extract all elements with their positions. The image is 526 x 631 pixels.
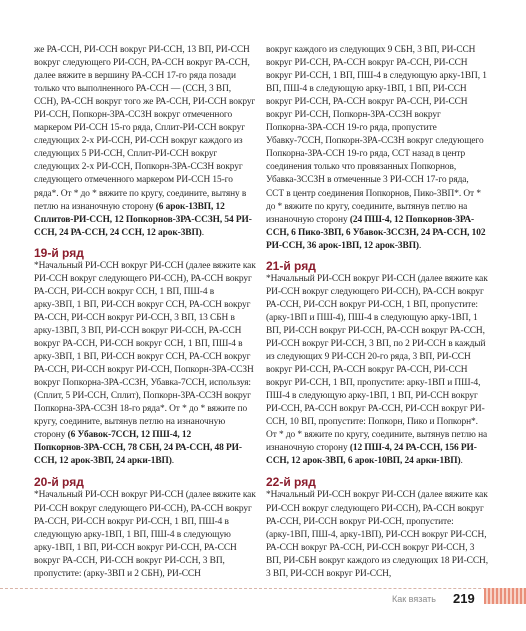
stitch-count-summary: (12 ПШ-4, 24 РА-ССН, 156 РИ-ССН, 12 арок-3ВП, 6 арок-10ВП, 24 арки-1ВП) <box>266 443 477 467</box>
paragraph <box>34 260 256 469</box>
right-column <box>266 44 488 581</box>
paragraph-tail: . <box>460 456 463 467</box>
paragraph <box>266 489 488 580</box>
row-heading-20: 20-й ряд <box>34 475 84 490</box>
paragraph-text: *Начальный РИ-ССН вокруг РИ-ССН (далее вяжите как РИ-ССН вокруг следующего РИ-ССН), РА-ССН вокруг РА-ССН, РИ-ССН вокруг ССН, 1 ВП, ПШ-4 в арку-3ВП, 1 ВП, РИ-ССН вокруг ССН, РА-ССН вокруг РА-ССН, РИ-ССН вокруг РИ-ССН, 3 ВП, 13 СБН в арку-13ВП, 3 ВП, РИ-ССН вокруг РИ-ССН, РА-ССН вокруг РА-ССН, РИ-ССН вокруг ССН, 1 ВП, ПШ-4 в арку-3ВП, 1 ВП, РИ-ССН вокруг ССН, РА-ССН вокруг РА-ССН, РИ-ССН вокруг РИ-ССН, Попкорн-3РА-ССЗН вокруг Попкорна-3РА-ССЗН, Убавка-7ССН, используя: (Сплит, 5 РИ-ССН, Сплит), Попкорн-3РА-ССЗН вокруг Попкорна-3РА-ССЗН 18-го ряда*. От * до * вяжите по кругу, соедините, вытянув петлю на изнаночную сторону <box>34 260 256 441</box>
paragraph-tail: . <box>201 227 204 238</box>
row-heading-21: 21-й ряд <box>266 258 316 273</box>
paragraph-text: *Начальный РИ-ССН вокруг РИ-ССН (далее вяжите как РИ-ССН вокруг следующего РИ-ССН), РА-ССН вокруг РА-ССН, РИ-ССН вокруг РИ-ССН, 1 ВП, пропустите: (арку-1ВП и ПШ-4), ПШ-4 в следующую арку-1ВП, 1 ВП, РИ-ССН вокруг РИ-ССН, РА-ССН вокруг РА-ССН, РИ-ССН вокруг РИ-ССН, 3 ВП, по 2 РИ-ССН в каждый из следующих 9 РИ-ССН 20-го ряда, 3 ВП, РИ-ССН вокруг РИ-ССН, РА-ССН вокруг РА-ССН, РИ-ССН вокруг РИ-ССН, 1 ВП, пропустите: арку-1ВП и ПШ-4, ПШ-4 в следующую арку-1ВП, 1 ВП, РИ-ССН вокруг РИ-ССН, РА-ССН вокруг РА-ССН, РИ-ССН вокруг РИ-ССН, 10 ВП, пропустите: Попкорн, Пико и Попкорн*. От * до * вяжите по кругу, соедините, вытянув петлю на изнаночную сторону <box>266 273 488 454</box>
paragraph-text: же РА-ССН, РИ-ССН вокруг РИ-ССН, 13 ВП, РИ-ССН вокруг следующего РИ-ССН, РА-ССН вокруг РА-ССН, далее вяжите в вершину РА-ССН 17-го ряда позади только что выполненного РА-ССН — (ССН, 3 ВП, ССН), РА-ССН вокруг того же РА-ССН, РИ-ССН вокруг РИ-ССН, Попкорн-3РА-ССЗН вокруг отмеченного маркером РИ-ССН 15-го ряда, Сплит-РИ-ССН вокруг следующих 2-х РИ-ССН, РИ-ССН вокруг каждого из следующих 5 РИ-ССН, Сплит-РИ-ССН вокруг следующих 2-х РИ-ССН, Попкорн-3РА-ССЗН вокруг следующего отмеченного маркером РИ-ССН 15-го ряда*. От * до * вяжите по кругу, соедините, вытяну в петлю на изнаночную сторону <box>34 45 256 212</box>
row-heading-19: 19-й ряд <box>34 245 84 260</box>
paragraph-text: *Начальный РИ-ССН вокруг РИ-ССН (далее вяжите как РИ-ССН вокруг следующего РИ-ССН), РА-ССН вокруг РА-ССН, РИ-ССН вокруг РИ-ССН, 1 ВП, ПШ-4 в следующую арку-1ВП, 1 ВП, ПШ-4 в следующую арку-1ВП, 1 ВП, РИ-ССН вокруг РИ-ССН, РА-ССН вокруг РА-ССН, РИ-ССН вокруг РИ-ССН, 3 ВП, пропустите: (арку-3ВП и 2 СБН), РИ-ССН <box>34 490 256 579</box>
stitch-count-summary: (6 Убавок-7ССН, 12 ПШ-4, 12 Попкорнов-3РА-ССН, 78 СБН, 24 РА-ССН, 48 РИ-ССН, 12 арок-3ВП, 24 арки-1ВП) <box>34 430 242 467</box>
paragraph <box>266 273 488 469</box>
stitch-count-summary: (24 ПШ-4, 12 Попкорнов-3РА-ССН, 6 Пико-3ВП, 6 Убавок-3ССЗН, 24 РА-ССН, 102 РИ-ССН, 36 арок-1ВП, 12 арок-3ВП) <box>266 214 486 251</box>
page-edge-tab <box>484 588 526 604</box>
paragraph <box>34 489 256 580</box>
paragraph-tail: . <box>418 240 422 251</box>
section-title: Как вязать <box>392 594 436 604</box>
paragraph-text: вокруг каждого из следующих 9 СБН, 3 ВП, РИ-ССН вокруг РИ-ССН, РА-ССН вокруг РА-ССН, РИ-ССН вокруг РИ-ССН, 1 ВП, ПШ-4 в следующую арку-1ВП, 1 ВП, ПШ-4 в следующую арку-1ВП, 1 ВП, РИ-ССН вокруг РИ-ССН, РА-ССН вокруг РА-ССН, РИ-ССН вокруг РИ-ССН, Попкорн-3РА-ССЗН вокруг Попкорна-3РА-ССН 19-го ряда, пропустите Убавку-7ССН, Попкорн-3РА-ССЗН вокруг следующего Попкорна-3РА-ССН 19-го ряда, ССТ назад в центр соединения только что провязанных Попкорнов, Убавка-3ССЗН в отмеченные 3 РИ-ССН 17-го ряда, ССТ в центр соединения Попкорнов, Пико-3ВП*. От * до * вяжите по кругу, соедините, вытянув петлю на изнаночную сторону <box>266 45 487 225</box>
paragraph-text: *Начальный РИ-ССН вокруг РИ-ССН (далее вяжите как РИ-ССН вокруг следующего РИ-ССН), РА-ССН вокруг РА-ССН, РИ-ССН вокруг РИ-ССН, пропустите: (арку-1ВП, ПШ-4, арку-1ВП), РИ-ССН вокруг РИ-ССН, РА-ССН вокруг РА-ССН, РИ-ССН вокруг РИ-ССН, 3 ВП, РИ-СБН вокруг каждого из следующих 18 РИ-ССН, 3 ВП, РИ-ССН вокруг РИ-ССН, <box>266 490 488 579</box>
paragraph <box>34 44 256 240</box>
footer-divider <box>0 588 526 589</box>
stitch-count-summary: (6 арок-13ВП, 12 Сплитов-РИ-ССН, 12 Попкорнов-3РА-ССЗН, 54 РИ-ССН, 24 РА-ССН, 24 ССН, 12 арок-3ВП) <box>34 201 252 238</box>
page-number: 219 <box>453 591 475 606</box>
paragraph <box>266 44 488 253</box>
row-heading-22: 22-й ряд <box>266 475 316 490</box>
left-column <box>34 44 256 581</box>
paragraph-tail: . <box>171 456 175 467</box>
